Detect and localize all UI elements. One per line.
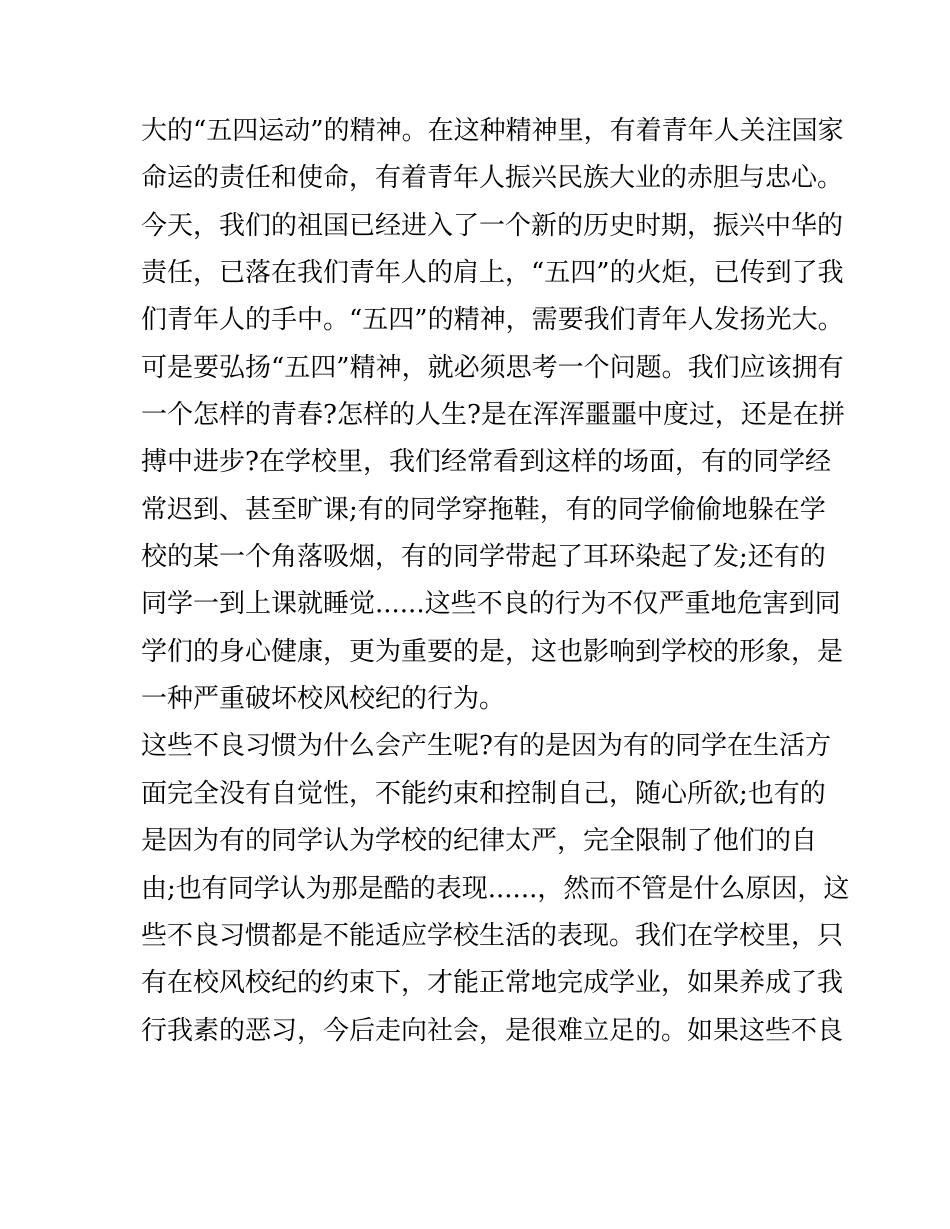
- text-line: 些不良习惯都是不能适应学校生活的表现。我们在学校里，只: [141, 920, 844, 951]
- text-line: 同学一到上课就睡觉......这些不良的行为不仅严重地危害到同: [141, 589, 841, 620]
- text-line: 面完全没有自觉性，不能约束和控制自己，随心所欲;也有的: [141, 778, 826, 809]
- text-line: 一个怎样的青春?怎样的人生?是在浑浑噩噩中度过，还是在拼: [141, 400, 845, 431]
- text-line: 校的某一个角落吸烟，有的同学带起了耳环染起了发;还有的: [141, 542, 826, 573]
- text-line: 搏中进步?在学校里，我们经常看到这样的场面，有的同学经: [141, 447, 831, 478]
- text-line: 一种严重破坏校风校纪的行为。: [141, 684, 506, 715]
- body-text: [141, 108, 850, 1055]
- text-line: 大的“五四运动”的精神。在这种精神里，有着青年人关注国家: [141, 116, 844, 146]
- text-line: 可是要弘扬“五四”精神，就必须思考一个问题。我们应该拥有: [141, 352, 844, 383]
- text-line: 行我素的恶习，今后走向社会，是很难立足的。如果这些不良: [141, 1015, 844, 1046]
- text-line: 由;也有同学认为那是酷的表现......，然而不管是什么原因，这: [141, 873, 850, 904]
- text-line: 常迟到、甚至旷课;有的同学穿拖鞋，有的同学偷偷地躲在学: [141, 494, 826, 525]
- text-line: 责任，已落在我们青年人的肩上，“五四”的火炬，已传到了我: [141, 258, 844, 289]
- text-line: 学们的身心健康，更为重要的是，这也影响到学校的形象，是: [141, 636, 844, 667]
- text-line: 是因为有的同学认为学校的纪律太严，完全限制了他们的自: [141, 826, 818, 857]
- text-line: 这些不良习惯为什么会产生呢?有的是因为有的同学在生活方: [141, 731, 831, 762]
- text-line: 有在校风校纪的约束下，才能正常地完成学业，如果养成了我: [141, 968, 844, 999]
- text-line: 命运的责任和使命，有着青年人振兴民族大业的赤胆与忠心。: [141, 163, 844, 194]
- text-line: 今天，我们的祖国已经进入了一个新的历史时期，振兴中华的: [141, 210, 844, 241]
- text-line: 们青年人的手中。“五四”的精神，需要我们青年人发扬光大。: [141, 305, 844, 336]
